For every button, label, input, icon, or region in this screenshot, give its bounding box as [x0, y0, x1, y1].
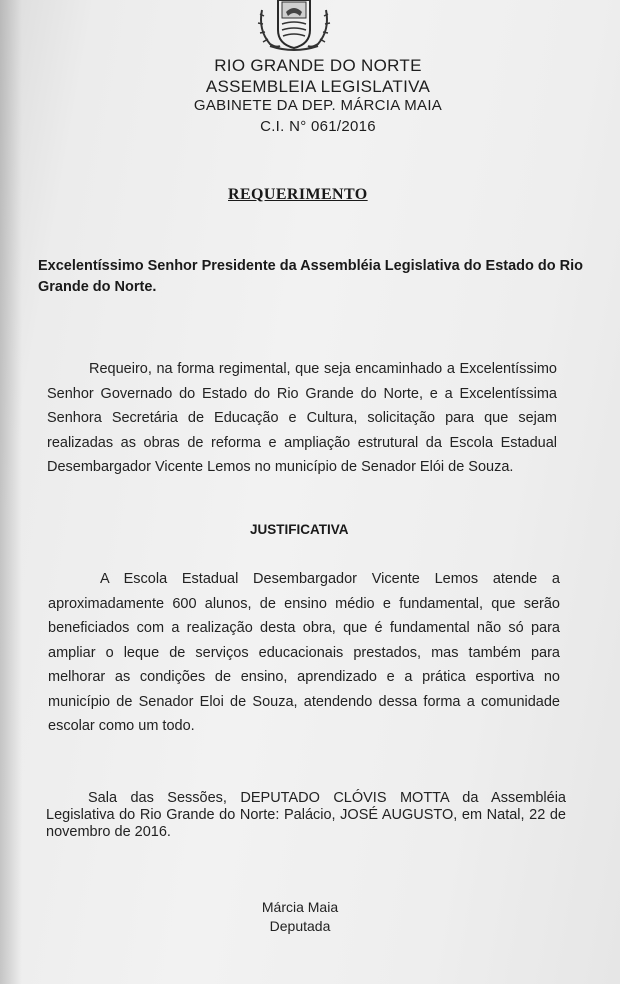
document-title: REQUERIMENTO — [228, 186, 368, 203]
justification-paragraph: A Escola Estadual Desembargador Vicente Lemos atende a aproximadamente 600 alunos, de ensino médio e fundamental, que serão beneficiados com a realização desta obra, que é fundamental não só para ampliar o leque de serviços educacionais prestados, mas também para melhorar as condições de ensino, aprendizado e a prática esportiva no município de Senador Eloi de Souza, atendendo dessa forma a comunidade escolar como um todo. — [48, 571, 560, 734]
page-shadow — [0, 0, 22, 984]
header-office: GABINETE DA DEP. MÁRCIA MAIA — [193, 97, 443, 114]
header-state: RIO GRANDE DO NORTE — [214, 56, 422, 75]
closing-paragraph: Sala das Sessões, DEPUTADO CLÓVIS MOTTA da Assembléia Legislativa do Rio Grande do Norte: Palácio, JOSÉ AUGUSTO, em Natal, 22 de novembro de 2016. — [46, 790, 566, 840]
justification-title: JUSTIFICATIVA — [250, 522, 349, 537]
coat-of-arms-icon — [256, 0, 332, 52]
signature-role: Deputada — [269, 918, 331, 934]
signature-name: Márcia Maia — [261, 899, 339, 915]
addressee: Excelentíssimo Senhor Presidente da Assembléia Legislativa do Estado do Rio Grande do Norte. — [38, 258, 583, 295]
header-memo-number: C.I. N° 061/2016 — [260, 118, 376, 135]
request-paragraph: Requeiro, na forma regimental, que seja encaminhado a Excelentíssimo Senhor Governado do Estado do Rio Grande do Norte, e a Excelentíssima Senhora Secretária de Educação e Cultura, solicitação para que sejam realizadas as obras de reforma e ampliação estrutural da Escola Estadual Desembargador Vicente Lemos no município de Senador Elói de Souza. — [47, 361, 557, 475]
header-assembly: ASSEMBLEIA LEGISLATIVA — [205, 77, 431, 96]
